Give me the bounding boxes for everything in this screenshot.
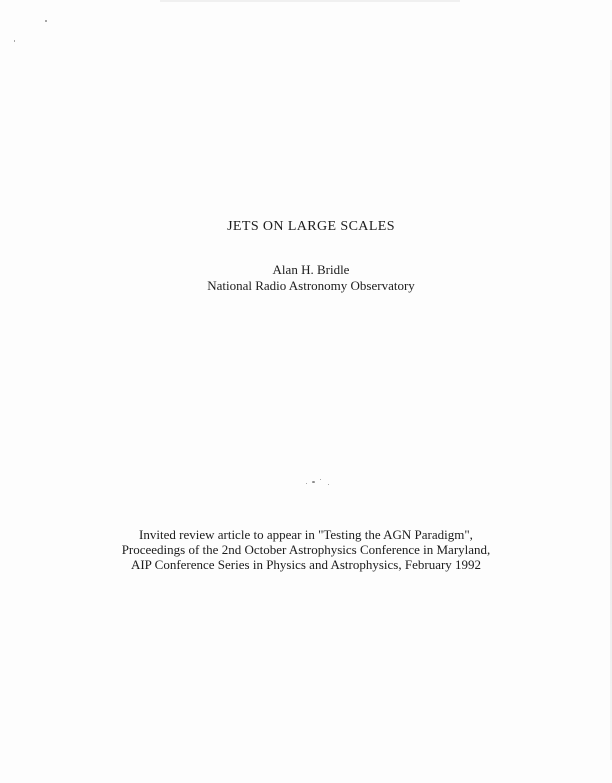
scan-speck [312,481,315,483]
document-title: JETS ON LARGE SCALES [227,219,395,234]
publication-note [0,527,612,572]
scan-speck [14,40,15,42]
scan-speck [306,483,307,484]
scan-speck [328,484,329,485]
author-name: Alan H. Bridle [272,262,350,277]
publication-note-line: Proceedings of the 2nd October Astrophysics Conference in Maryland, [121,542,491,557]
scan-speck [320,479,321,480]
scan-speck [45,20,47,22]
author-affiliation: National Radio Astronomy Observatory [207,278,415,293]
publication-note-line: Invited review article to appear in "Testing the AGN Paradigm", [139,527,473,542]
publication-note-line: AIP Conference Series in Physics and Astrophysics, February 1992 [130,557,482,572]
scan-edge-top [160,0,460,2]
